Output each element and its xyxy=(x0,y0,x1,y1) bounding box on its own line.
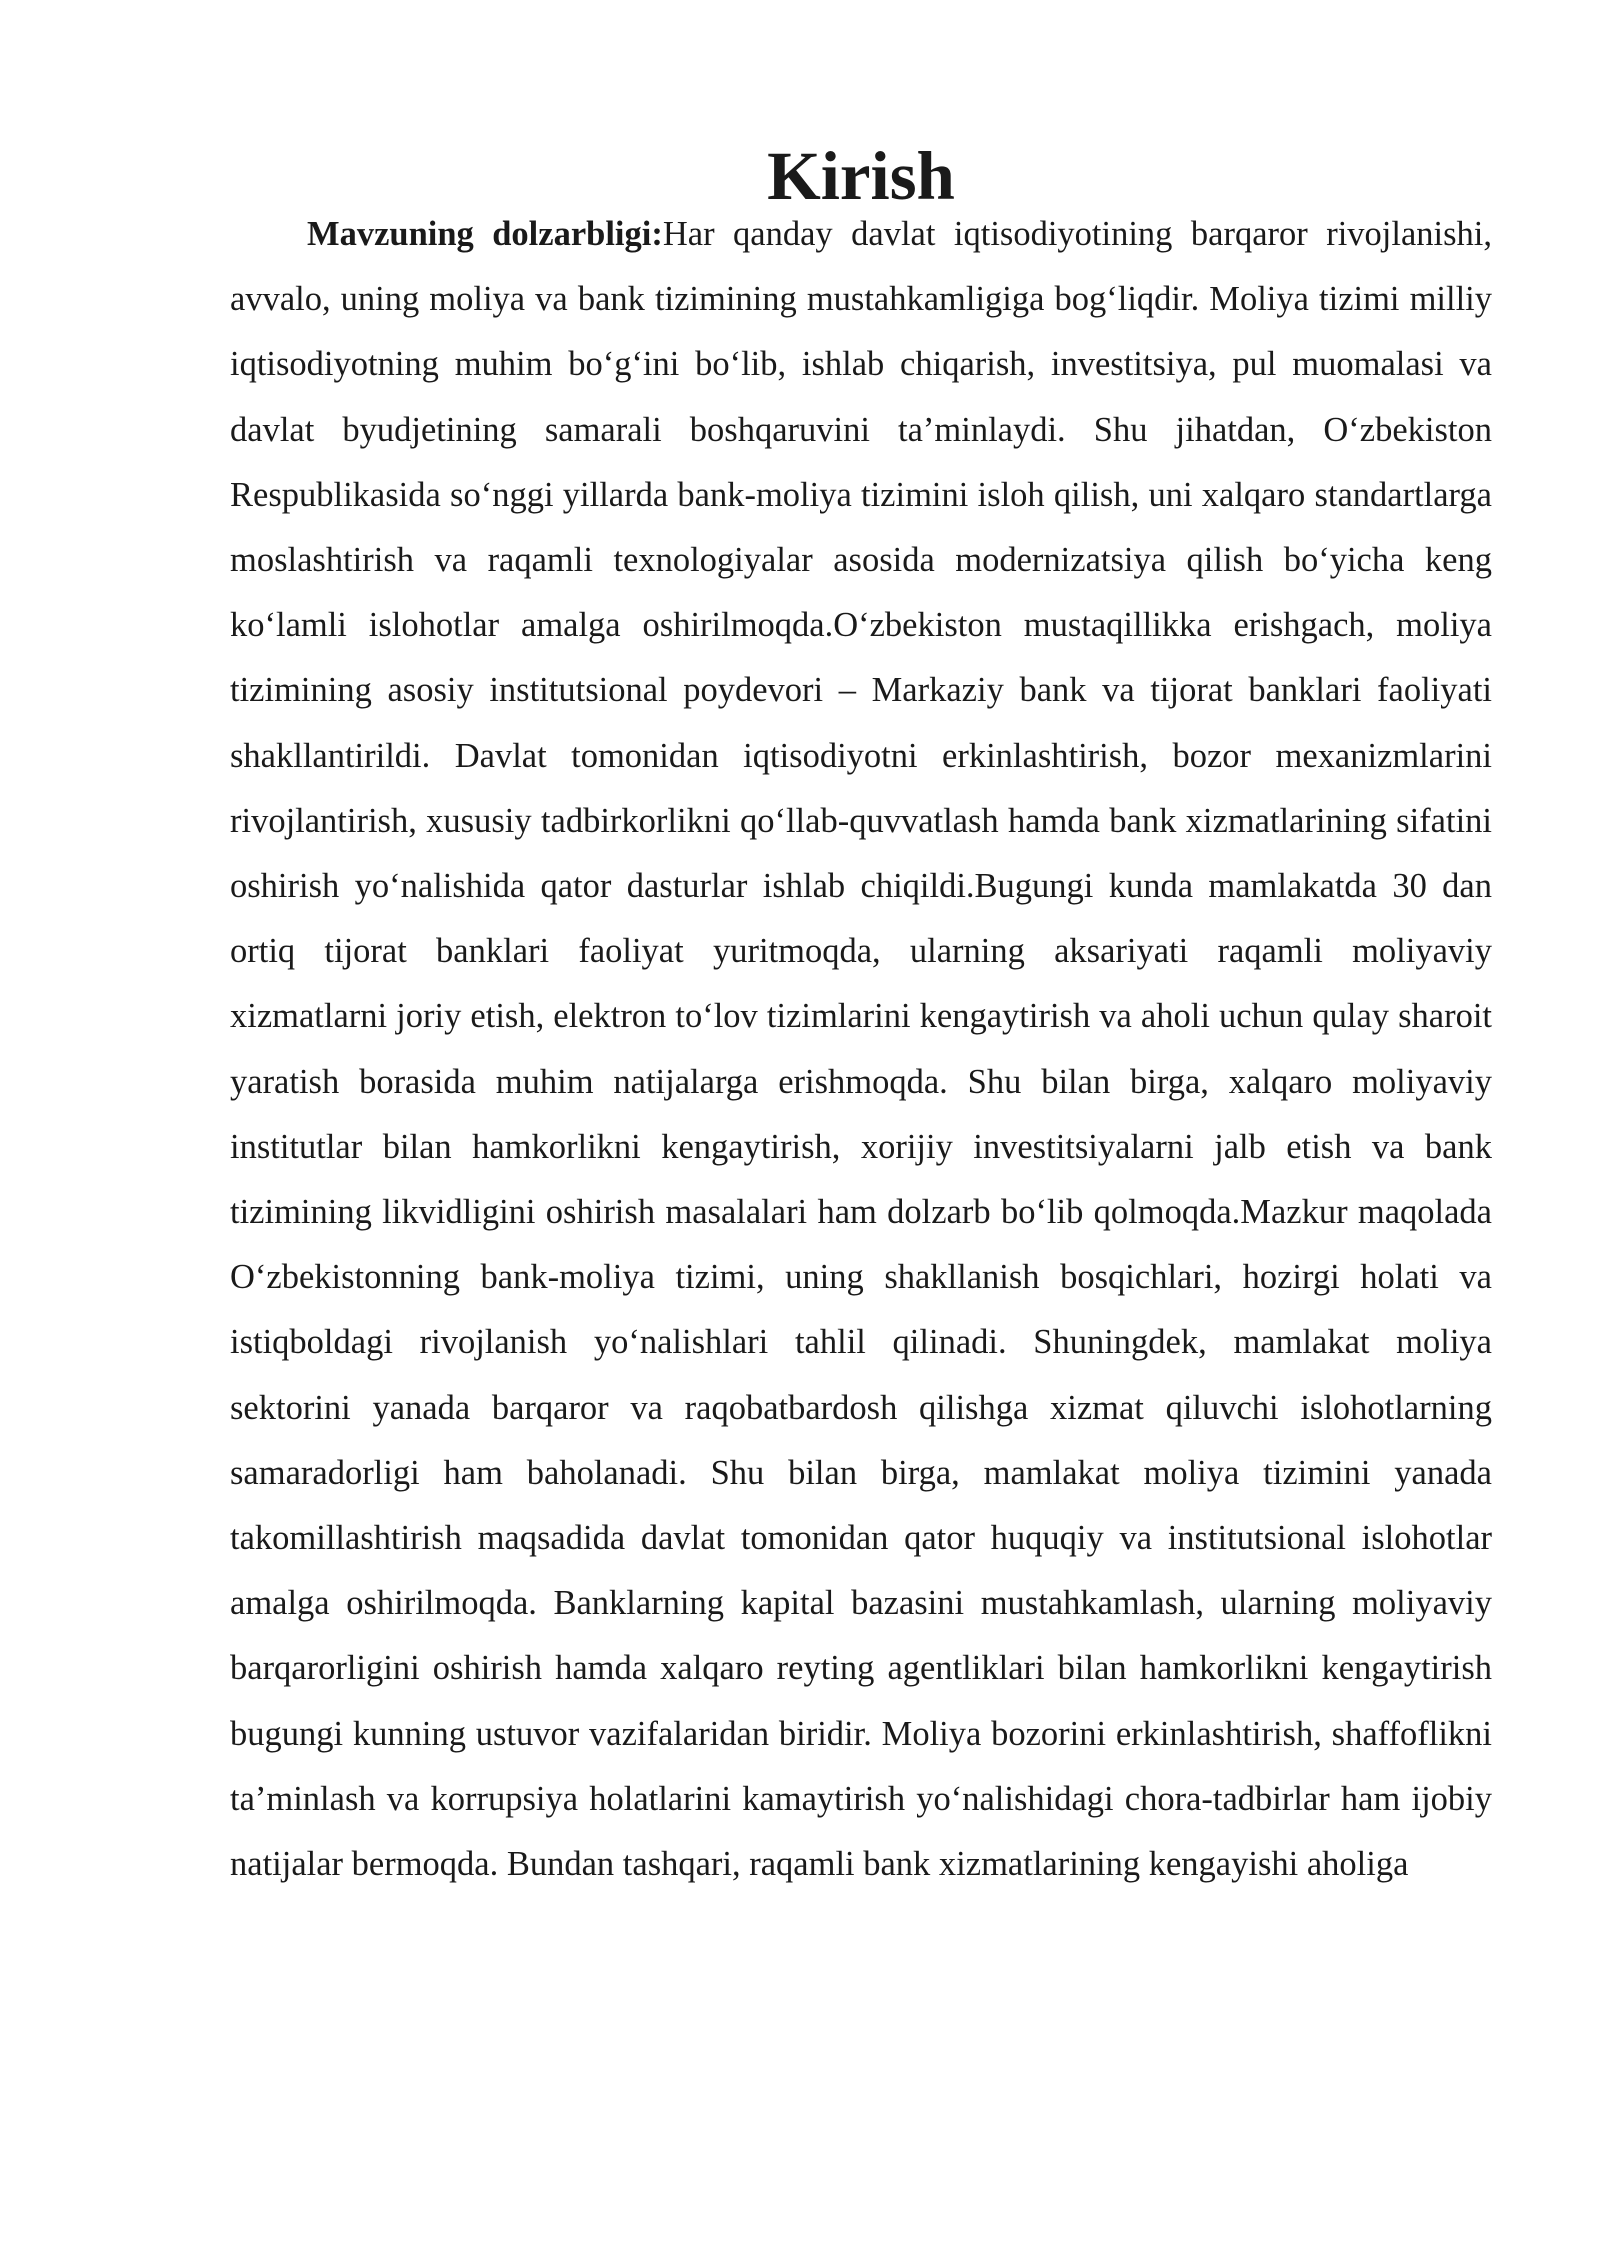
lead-label: Mavzuning dolzarbligi: xyxy=(307,215,663,253)
body-text: Har qanday davlat iqtisodiyotining barqaror rivojlanishi, avvalo, uning moliya va bank tizimining mustahkamligiga bog‘liqdir. Moliya tizimi milliy iqtisodiyotning muhim bo‘g‘ini bo‘lib, ishlab chiqarish, investitsiya, pul muomalasi va davlat byudjetining samarali boshqaruvini ta’minlaydi. Shu jihatdan, O‘zbekiston Respublikasida so‘nggi yillarda bank-moliya tizimini isloh qilish, uni xalqaro standartlarga moslashtirish va raqamli texnologiyalar asosida modernizatsiya qilish bo‘yicha keng ko‘lamli islohotlar amalga oshirilmoqda.O‘zbekiston mustaqillikka erishgach, moliya tizimining asosiy institutsional poydevori – Markaziy bank va tijorat banklari faoliyati shakllantirildi. Davlat tomonidan iqtisodiyotni erkinlashtirish, bozor mexanizmlarini rivojlantirish, xususiy tadbirkorlikni qo‘llab-quvvatlash hamda bank xizmatlarining sifatini oshirish yo‘nalishida qator dasturlar ishlab chiqildi.Bugungi kunda mamlakatda 30 dan ortiq tijorat banklari faoliyat yuritmoqda, ularning aksariyati raqamli moliyaviy xizmatlarni joriy etish, elektron to‘lov tizimlarini kengaytirish va aholi uchun qulay sharoit yaratish borasida muhim natijalarga erishmoqda. Shu bilan birga, xalqaro moliyaviy institutlar bilan hamkorlikni kengaytirish, xorijiy investitsiyalarni jalb etish va bank tizimining likvidligini oshirish masalalari ham dolzarb bo‘lib qolmoqda.Mazkur maqolada O‘zbekistonning bank-moliya tizimi, uning shakllanish bosqichlari, hozirgi holati va istiqboldagi rivojlanish yo‘nalishlari tahlil qilinadi. Shuningdek, mamlakat moliya sektorini yanada barqaror va raqobatbardosh qilishga xizmat qiluvchi islohotlarning samaradorligi ham baholanadi. Shu bilan birga, mamlakat moliya tizimini yanada takomillashtirish maqsadida davlat tomonidan qator huquqiy va institutsional islohotlar amalga oshirilmoqda. Banklarning kapital bazasini mustahkamlash, ularning moliyaviy barqarorligini oshirish hamda xalqaro reyting agentliklari bilan hamkorlikni kengaytirish bugungi kunning ustuvor vazifalaridan biridir. Moliya bozorini erkinlashtirish, shaffoflikni ta’minlash va korrupsiya holatlarini kamaytirish yo‘nalishidagi chora-tadbirlar ham ijobiy natijalar bermoqda. Bundan tashqari, raqamli bank xizmatlarining kengayishi aholiga xyxy=(230,215,1493,1884)
document-title: Kirish xyxy=(767,138,955,214)
document-content xyxy=(230,138,1493,1897)
body-paragraph xyxy=(230,202,1492,1897)
